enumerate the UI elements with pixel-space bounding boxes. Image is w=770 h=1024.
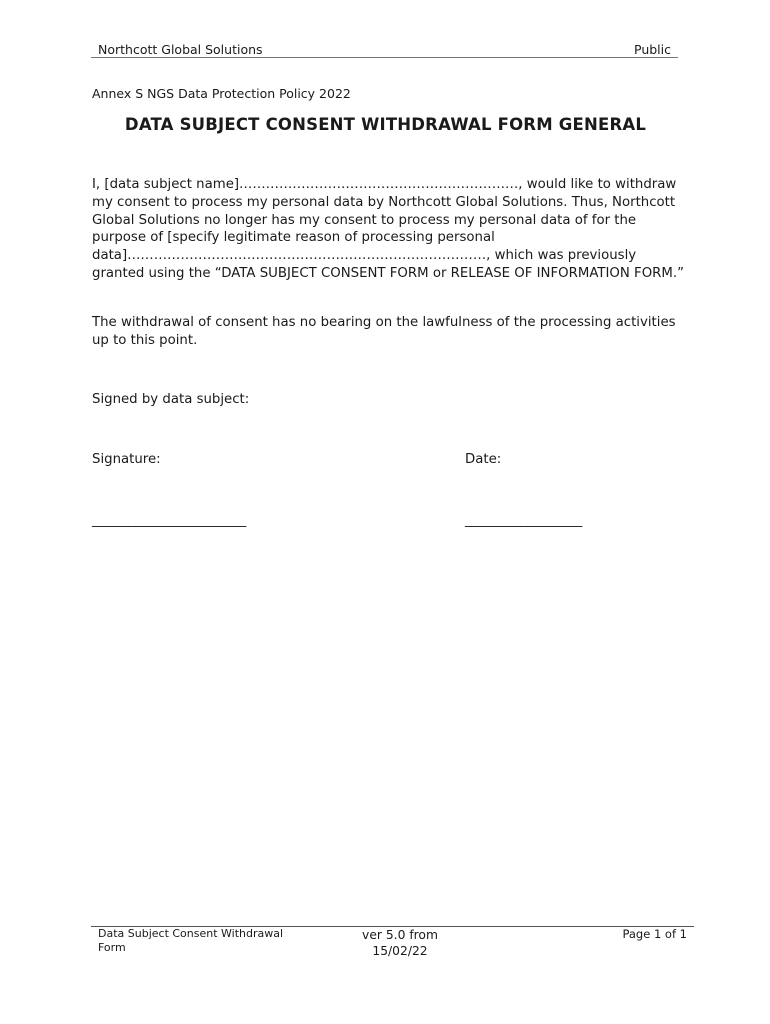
- body-paragraph-2: The withdrawal of consent has no bearing on the lawfulness of the processing activities up to this point.: [92, 315, 676, 348]
- signed-by-label: Signed by data subject:: [92, 392, 250, 407]
- signature-field[interactable]: _________________________: [92, 513, 246, 528]
- body-paragraph-1: I, [data subject name]………………………………………………………, would like to withdraw my consent to process my personal data by Northcott Global Solutions. Thus, Northcott Global Solutions no longer has my consent to process my personal data of for the purpose of [specify legitimate reason of processing personal data]………………………………………………………………………, which was previously granted using the “DATA SUBJECT CONSENT FORM or RELEASE OF INFORMATION FORM.”: [92, 177, 685, 281]
- header-divider: [91, 57, 678, 58]
- date-field[interactable]: ___________________: [465, 513, 582, 528]
- page-header: [91, 42, 678, 57]
- date-label: Date:: [465, 452, 502, 467]
- annex-line: Annex S NGS Data Protection Policy 2022: [92, 86, 351, 101]
- document-title: DATA SUBJECT CONSENT WITHDRAWAL FORM GENERAL: [124, 115, 647, 134]
- header-company: Northcott Global Solutions: [98, 42, 263, 57]
- footer-page-number: Page 1 of 1: [622, 927, 687, 941]
- signature-label: Signature:: [92, 452, 161, 467]
- footer-version: ver 5.0 from 15/02/22: [362, 928, 438, 958]
- header-classification: Public: [634, 42, 671, 57]
- footer-doc-name: Data Subject Consent Withdrawal Form: [98, 927, 284, 954]
